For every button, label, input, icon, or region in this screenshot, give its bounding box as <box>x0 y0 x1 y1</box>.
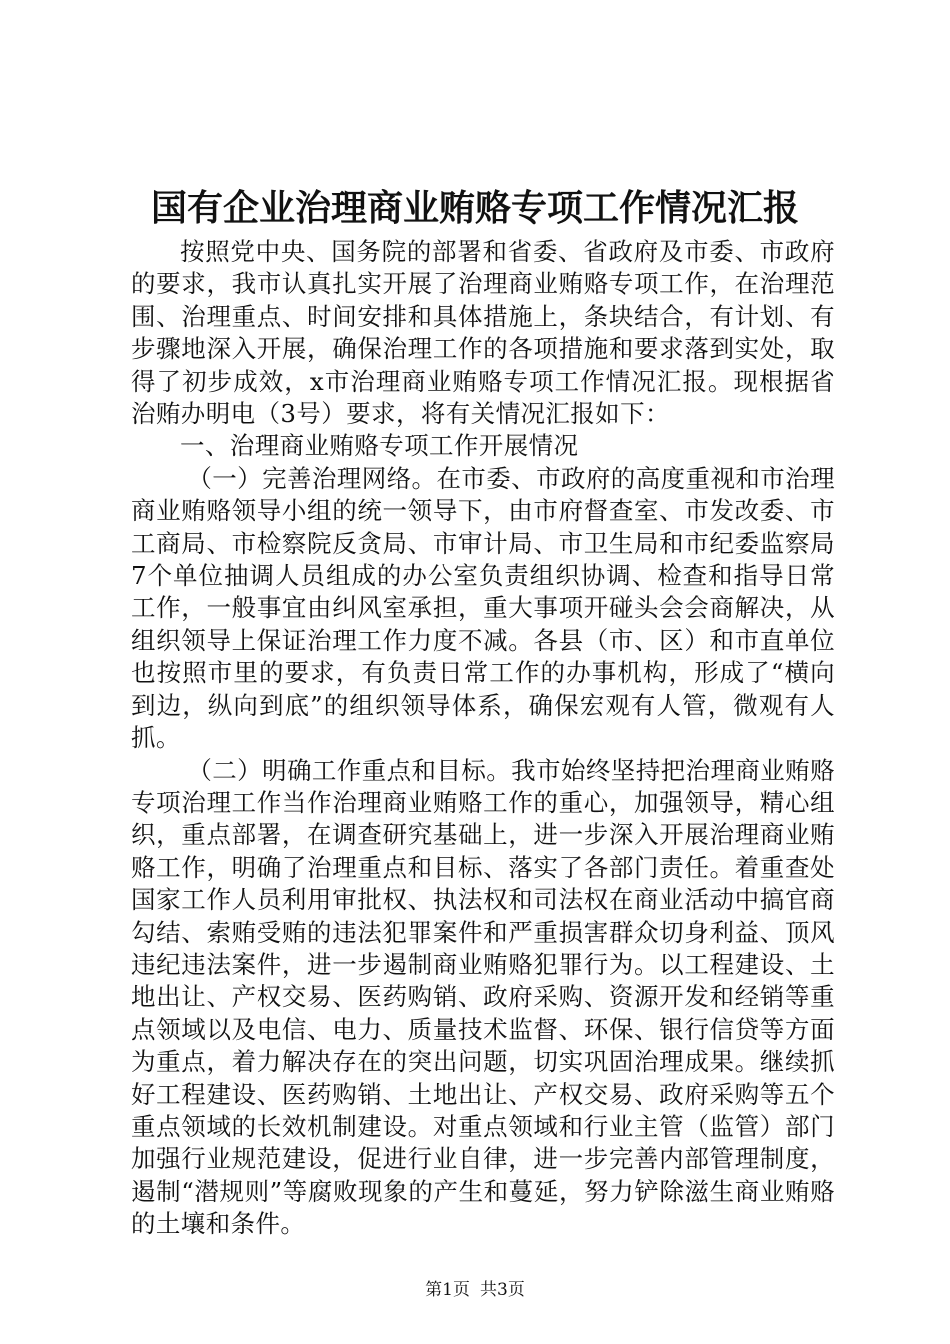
page-footer <box>0 1278 950 1302</box>
subsection-paragraph-1: （一）完善治理网络。在市委、市政府的高度重视和市治理商业贿赂领导小组的统一领导下，由市府督查室、市发改委、市工商局、市检察院反贪局、市审计局、市卫生局和市纪委监察局7个单位抽调人员组成的办公室负责组织协调、检查和指导日常工作，一般事宜由纠风室承担，重大事项开碰头会会商解决，从组织领导上保证治理工作力度不减。各县（市、区）和市直单位也按照市里的要求，有负责日常工作的办事机构，形成了“横向到边，纵向到底”的组织领导体系，确保宏观有人管，微观有人抓。 <box>131 463 835 753</box>
section-heading: 一、治理商业贿赂专项工作开展情况 <box>180 431 579 461</box>
subsection-paragraph-2: （二）明确工作重点和目标。我市始终坚持把治理商业贿赂专项治理工作当作治理商业贿赂工作的重心，加强领导，精心组织，重点部署，在调查研究基础上，进一步深入开展治理商业贿赂工作，明确了治理重点和目标、落实了各部门责任。着重查处国家工作人员利用审批权、执法权和司法权在商业活动中搞官商勾结、索贿受贿的违法犯罪案件和严重损害群众切身利益、顶风违纪违法案件，进一步遏制商业贿赂犯罪行为。以工程建设、土地出让、产权交易、医药购销、政府采购、资源开发和经销等重点领域以及电信、电力、质量技术监督、环保、银行信贷等方面为重点，着力解决存在的突出问题，切实巩固治理成果。继续抓好工程建设、医药购销、土地出让、产权交易、政府采购等五个重点领域的长效机制建设。对重点领域和行业主管（监管）部门加强行业规范建设，促进行业自律，进一步完善内部管理制度，遏制“潜规则”等腐败现象的产生和蔓延，努力铲除滋生商业贿赂的土壤和条件。 <box>131 755 835 1239</box>
document-body <box>131 236 835 1241</box>
document-title: 国有企业治理商业贿赂专项工作情况汇报 <box>150 187 799 229</box>
page-number-current: 第1页 <box>425 1280 470 1300</box>
page-number-total: 共3页 <box>480 1280 525 1300</box>
intro-paragraph: 按照党中央、国务院的部署和省委、省政府及市委、市政府的要求，我市认真扎实开展了治理商业贿赂专项工作，在治理范围、治理重点、时间安排和具体措施上，条块结合，有计划、有步骤地深入开展，确保治理工作的各项措施和要求落到实处，取得了初步成效，x市治理商业贿赂专项工作情况汇报。现根据省治贿办明电（3号）要求，将有关情况汇报如下： <box>131 237 835 429</box>
